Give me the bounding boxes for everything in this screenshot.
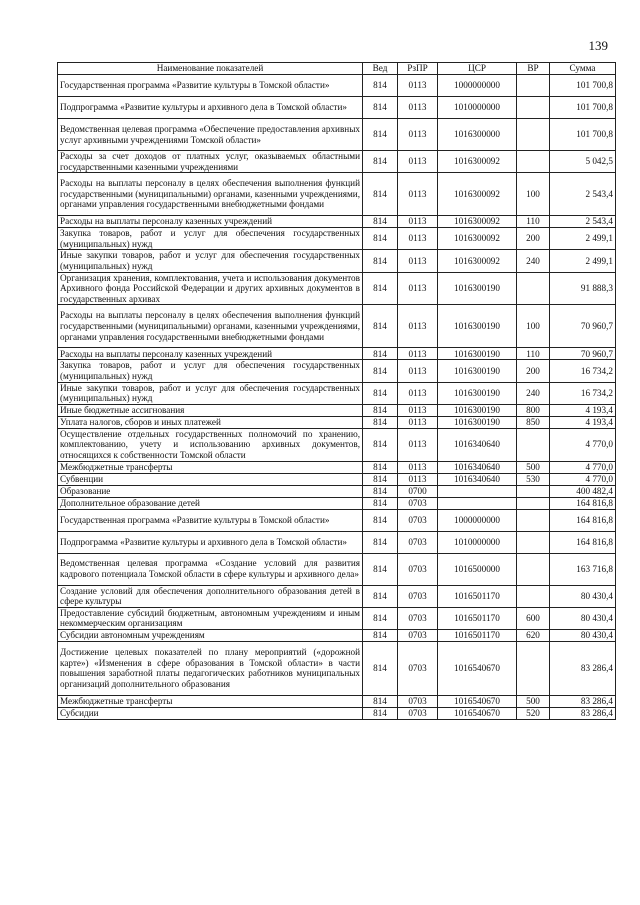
cell-rzpr: 0113 xyxy=(398,228,438,250)
cell-name: Предоставление субсидий бюджетным, автономным учреждениям и иным некоммерческим организациям xyxy=(58,607,363,629)
cell-sum: 101 700,8 xyxy=(550,75,616,97)
cell-ved: 814 xyxy=(363,382,398,404)
cell-csr: 1016501170 xyxy=(438,585,517,607)
cell-sum: 80 430,4 xyxy=(550,607,616,629)
cell-csr: 1016500000 xyxy=(438,553,517,585)
cell-sum: 164 816,8 xyxy=(550,509,616,531)
cell-sum: 83 286,4 xyxy=(550,707,616,719)
cell-rzpr: 0113 xyxy=(398,75,438,97)
cell-vr xyxy=(517,497,550,509)
cell-rzpr: 0113 xyxy=(398,382,438,404)
cell-vr: 520 xyxy=(517,707,550,719)
cell-csr: 1016300190 xyxy=(438,272,517,305)
cell-vr: 500 xyxy=(517,695,550,707)
cell-name: Уплата налогов, сборов и иных платежей xyxy=(58,416,363,428)
header-csr: ЦСР xyxy=(438,63,517,75)
cell-ved: 814 xyxy=(363,607,398,629)
table-row xyxy=(58,360,616,382)
cell-sum: 70 960,7 xyxy=(550,348,616,360)
cell-rzpr: 0113 xyxy=(398,404,438,416)
table-row xyxy=(58,173,616,216)
cell-name: Образование xyxy=(58,485,363,497)
cell-name: Расходы за счет доходов от платных услуг, оказываемых областными государственными казенными учреждениями xyxy=(58,151,363,173)
cell-name: Субсидии автономным учреждениям xyxy=(58,629,363,641)
cell-csr: 1016540670 xyxy=(438,641,517,695)
cell-name: Подпрограмма «Развитие культуры и архивного дела в Томской области» xyxy=(58,97,363,119)
table-row xyxy=(58,509,616,531)
table-row xyxy=(58,473,616,485)
cell-vr xyxy=(517,585,550,607)
table-row xyxy=(58,75,616,97)
cell-csr: 1016300190 xyxy=(438,305,517,348)
cell-sum: 16 734,2 xyxy=(550,382,616,404)
cell-ved: 814 xyxy=(363,553,398,585)
cell-csr: 1010000000 xyxy=(438,97,517,119)
cell-csr: 1016300092 xyxy=(438,216,517,228)
cell-name: Иные закупки товаров, работ и услуг для обеспечения государственных (муниципальных) нужд xyxy=(58,382,363,404)
cell-rzpr: 0113 xyxy=(398,473,438,485)
cell-sum: 164 816,8 xyxy=(550,531,616,553)
table-row xyxy=(58,531,616,553)
cell-rzpr: 0703 xyxy=(398,629,438,641)
cell-rzpr: 0113 xyxy=(398,119,438,151)
cell-csr: 1016540670 xyxy=(438,695,517,707)
table-header-row xyxy=(58,63,616,75)
cell-vr xyxy=(517,119,550,151)
cell-name: Субсидии xyxy=(58,707,363,719)
cell-ved: 814 xyxy=(363,228,398,250)
budget-table xyxy=(57,62,616,720)
cell-name: Межбюджетные трансферты xyxy=(58,695,363,707)
cell-rzpr: 0113 xyxy=(398,250,438,272)
cell-sum: 16 734,2 xyxy=(550,360,616,382)
table-row xyxy=(58,404,616,416)
cell-vr xyxy=(517,75,550,97)
cell-sum: 2 543,4 xyxy=(550,216,616,228)
cell-rzpr: 0113 xyxy=(398,272,438,305)
cell-sum: 4 770,0 xyxy=(550,428,616,461)
cell-sum: 400 482,4 xyxy=(550,485,616,497)
cell-ved: 814 xyxy=(363,707,398,719)
cell-ved: 814 xyxy=(363,119,398,151)
cell-sum: 91 888,3 xyxy=(550,272,616,305)
table-row xyxy=(58,272,616,305)
cell-csr: 1016340640 xyxy=(438,461,517,473)
cell-ved: 814 xyxy=(363,151,398,173)
cell-vr: 240 xyxy=(517,382,550,404)
cell-ved: 814 xyxy=(363,473,398,485)
cell-sum: 4 193,4 xyxy=(550,416,616,428)
cell-sum: 2 499,1 xyxy=(550,228,616,250)
cell-ved: 814 xyxy=(363,305,398,348)
cell-rzpr: 0113 xyxy=(398,97,438,119)
cell-sum: 101 700,8 xyxy=(550,97,616,119)
cell-vr xyxy=(517,428,550,461)
cell-name: Ведомственная целевая программа «Создание условий для развития кадрового потенциала Томской области в сфере культуры и архивного дела» xyxy=(58,553,363,585)
header-rzpr: РзПР xyxy=(398,63,438,75)
cell-vr xyxy=(517,485,550,497)
table-row xyxy=(58,119,616,151)
cell-vr: 500 xyxy=(517,461,550,473)
cell-csr xyxy=(438,485,517,497)
cell-name: Создание условий для обеспечения дополнительного образования детей в сфере культуры xyxy=(58,585,363,607)
cell-name: Субвенции xyxy=(58,473,363,485)
cell-ved: 814 xyxy=(363,695,398,707)
table-row xyxy=(58,485,616,497)
table-row xyxy=(58,216,616,228)
cell-csr: 1016340640 xyxy=(438,428,517,461)
cell-rzpr: 0113 xyxy=(398,173,438,216)
cell-ved: 814 xyxy=(363,216,398,228)
cell-csr: 1016501170 xyxy=(438,629,517,641)
table-row xyxy=(58,707,616,719)
cell-csr: 1016300190 xyxy=(438,416,517,428)
cell-name: Расходы на выплаты персоналу казенных учреждений xyxy=(58,348,363,360)
cell-csr: 1016300092 xyxy=(438,228,517,250)
cell-vr: 800 xyxy=(517,404,550,416)
cell-name: Иные бюджетные ассигнования xyxy=(58,404,363,416)
cell-rzpr: 0703 xyxy=(398,641,438,695)
cell-vr: 100 xyxy=(517,305,550,348)
cell-name: Достижение целевых показателей по плану мероприятий («дорожной карте») «Изменения в сфере образования в Томской области» в части повышения заработной платы педагогических работников муниципальных организаций дополнительного образования xyxy=(58,641,363,695)
cell-ved: 814 xyxy=(363,416,398,428)
cell-vr: 110 xyxy=(517,348,550,360)
cell-rzpr: 0113 xyxy=(398,305,438,348)
cell-name: Расходы на выплаты персоналу в целях обеспечения выполнения функций государственными (муниципальными) органами, казенными учреждениями, органами управления государственными внебюджетными фондами xyxy=(58,305,363,348)
cell-ved: 814 xyxy=(363,509,398,531)
cell-csr: 1016300092 xyxy=(438,151,517,173)
cell-rzpr: 0703 xyxy=(398,707,438,719)
cell-vr: 530 xyxy=(517,473,550,485)
header-vr: ВР xyxy=(517,63,550,75)
table-row xyxy=(58,497,616,509)
cell-rzpr: 0703 xyxy=(398,531,438,553)
cell-rzpr: 0113 xyxy=(398,416,438,428)
table-row xyxy=(58,416,616,428)
table-row xyxy=(58,151,616,173)
cell-rzpr: 0703 xyxy=(398,553,438,585)
cell-csr: 1000000000 xyxy=(438,75,517,97)
cell-vr: 200 xyxy=(517,360,550,382)
cell-name: Государственная программа «Развитие культуры в Томской области» xyxy=(58,509,363,531)
cell-sum: 83 286,4 xyxy=(550,641,616,695)
header-sum: Сумма xyxy=(550,63,616,75)
cell-name: Закупка товаров, работ и услуг для обеспечения государственных (муниципальных) нужд xyxy=(58,228,363,250)
cell-rzpr: 0703 xyxy=(398,585,438,607)
cell-ved: 814 xyxy=(363,585,398,607)
table-row xyxy=(58,382,616,404)
cell-rzpr: 0703 xyxy=(398,497,438,509)
table-row xyxy=(58,607,616,629)
cell-vr xyxy=(517,531,550,553)
cell-ved: 814 xyxy=(363,404,398,416)
table-row xyxy=(58,461,616,473)
cell-sum: 4 193,4 xyxy=(550,404,616,416)
cell-vr: 600 xyxy=(517,607,550,629)
cell-csr: 1000000000 xyxy=(438,509,517,531)
cell-name: Расходы на выплаты персоналу казенных учреждений xyxy=(58,216,363,228)
cell-ved: 814 xyxy=(363,97,398,119)
cell-rzpr: 0700 xyxy=(398,485,438,497)
cell-rzpr: 0703 xyxy=(398,607,438,629)
cell-name: Организация хранения, комплектования, учета и использования документов Архивного фонда Российской Федерации и других архивных документов в государственных архивах xyxy=(58,272,363,305)
header-ved: Вед xyxy=(363,63,398,75)
cell-name: Закупка товаров, работ и услуг для обеспечения государственных (муниципальных) нужд xyxy=(58,360,363,382)
cell-csr: 1016340640 xyxy=(438,473,517,485)
cell-ved: 814 xyxy=(363,531,398,553)
cell-ved: 814 xyxy=(363,272,398,305)
cell-name: Дополнительное образование детей xyxy=(58,497,363,509)
cell-ved: 814 xyxy=(363,641,398,695)
cell-name: Ведомственная целевая программа «Обеспечение предоставления архивных услуг архивными учреждениями Томской области» xyxy=(58,119,363,151)
cell-sum: 80 430,4 xyxy=(550,585,616,607)
cell-vr xyxy=(517,553,550,585)
table-row xyxy=(58,305,616,348)
cell-ved: 814 xyxy=(363,497,398,509)
cell-sum: 5 042,5 xyxy=(550,151,616,173)
header-name: Наименование показателей xyxy=(58,63,363,75)
cell-vr: 240 xyxy=(517,250,550,272)
cell-csr: 1016300190 xyxy=(438,348,517,360)
cell-name: Осуществление отдельных государственных полномочий по хранению, комплектованию, учету и использованию архивных документов, относящихся к собственности Томской области xyxy=(58,428,363,461)
cell-sum: 2 543,4 xyxy=(550,173,616,216)
cell-rzpr: 0113 xyxy=(398,151,438,173)
page-number: 139 xyxy=(588,38,608,53)
table-row xyxy=(58,585,616,607)
cell-csr: 1016300190 xyxy=(438,360,517,382)
cell-ved: 814 xyxy=(363,75,398,97)
cell-sum: 163 716,8 xyxy=(550,553,616,585)
cell-sum: 4 770,0 xyxy=(550,461,616,473)
cell-name: Межбюджетные трансферты xyxy=(58,461,363,473)
cell-csr xyxy=(438,497,517,509)
cell-vr: 620 xyxy=(517,629,550,641)
cell-csr: 1016300000 xyxy=(438,119,517,151)
cell-rzpr: 0703 xyxy=(398,695,438,707)
cell-ved: 814 xyxy=(363,629,398,641)
cell-sum: 4 770,0 xyxy=(550,473,616,485)
cell-vr: 850 xyxy=(517,416,550,428)
cell-ved: 814 xyxy=(363,360,398,382)
table-row xyxy=(58,428,616,461)
cell-csr: 1016300190 xyxy=(438,404,517,416)
cell-name: Государственная программа «Развитие культуры в Томской области» xyxy=(58,75,363,97)
table-row xyxy=(58,629,616,641)
cell-rzpr: 0113 xyxy=(398,428,438,461)
cell-csr: 1010000000 xyxy=(438,531,517,553)
cell-csr: 1016540670 xyxy=(438,707,517,719)
cell-rzpr: 0113 xyxy=(398,360,438,382)
cell-sum: 70 960,7 xyxy=(550,305,616,348)
cell-vr xyxy=(517,272,550,305)
cell-name: Подпрограмма «Развитие культуры и архивного дела в Томской области» xyxy=(58,531,363,553)
cell-sum: 101 700,8 xyxy=(550,119,616,151)
cell-ved: 814 xyxy=(363,348,398,360)
cell-ved: 814 xyxy=(363,461,398,473)
cell-rzpr: 0113 xyxy=(398,348,438,360)
cell-ved: 814 xyxy=(363,173,398,216)
cell-vr xyxy=(517,509,550,531)
cell-vr: 110 xyxy=(517,216,550,228)
cell-vr xyxy=(517,151,550,173)
cell-csr: 1016300092 xyxy=(438,250,517,272)
cell-name: Иные закупки товаров, работ и услуг для обеспечения государственных (муниципальных) нужд xyxy=(58,250,363,272)
cell-rzpr: 0113 xyxy=(398,461,438,473)
table-row xyxy=(58,228,616,250)
cell-ved: 814 xyxy=(363,485,398,497)
cell-sum: 164 816,8 xyxy=(550,497,616,509)
table-row xyxy=(58,97,616,119)
cell-sum: 80 430,4 xyxy=(550,629,616,641)
cell-name: Расходы на выплаты персоналу в целях обеспечения выполнения функций государственными (муниципальными) органами, казенными учреждениями, органами управления государственными внебюджетными фондами xyxy=(58,173,363,216)
cell-sum: 2 499,1 xyxy=(550,250,616,272)
cell-ved: 814 xyxy=(363,428,398,461)
cell-ved: 814 xyxy=(363,250,398,272)
cell-vr xyxy=(517,97,550,119)
cell-vr xyxy=(517,641,550,695)
cell-vr: 200 xyxy=(517,228,550,250)
cell-rzpr: 0113 xyxy=(398,216,438,228)
cell-sum: 83 286,4 xyxy=(550,695,616,707)
cell-csr: 1016300092 xyxy=(438,173,517,216)
table-row xyxy=(58,553,616,585)
cell-rzpr: 0703 xyxy=(398,509,438,531)
table-row xyxy=(58,348,616,360)
table-row xyxy=(58,695,616,707)
table-body xyxy=(58,75,616,720)
table-row xyxy=(58,641,616,695)
cell-csr: 1016501170 xyxy=(438,607,517,629)
cell-vr: 100 xyxy=(517,173,550,216)
table-row xyxy=(58,250,616,272)
cell-csr: 1016300190 xyxy=(438,382,517,404)
